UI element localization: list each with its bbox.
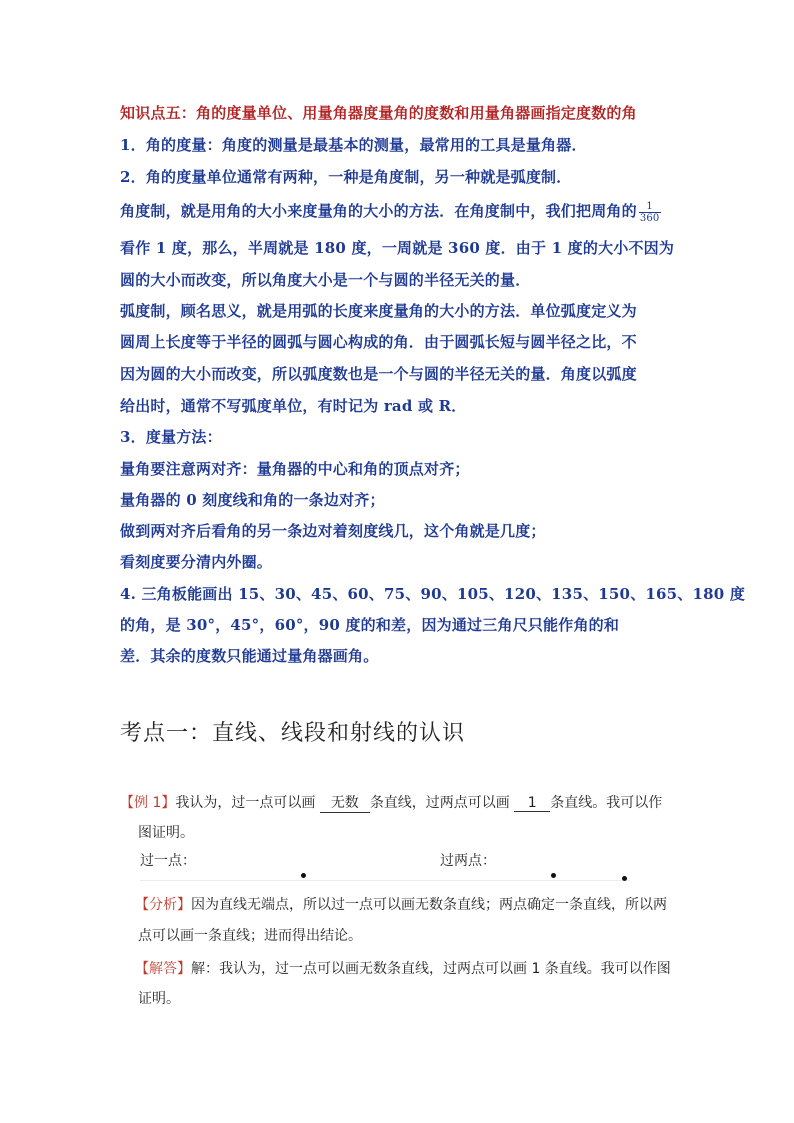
analysis-text: 因为直线无端点，所以过一点可以画无数条直线；两点确定一条直线，所以两 <box>191 897 667 913</box>
fraction <box>639 201 661 224</box>
analysis-line <box>135 894 705 914</box>
answer-text: 解：我认为，过一点可以画无数条直线，过两点可以画 1 条直线。我可以作图 <box>191 961 671 977</box>
answer-line <box>135 958 705 978</box>
paragraph-line: 量角要注意两对齐：量角器的中心和角的顶点对齐； <box>120 460 470 478</box>
paragraph-line: 差．其余的度数只能通过量角器画角。 <box>120 647 379 665</box>
figure-faint-line <box>140 880 630 881</box>
paragraph-line: 1．角的度量：角度的测量是最基本的测量，最常用的工具是量角器． <box>120 136 587 154</box>
paragraph-line <box>120 200 680 224</box>
point-dot <box>622 876 627 881</box>
question-text: 我认为，过一点可以画 <box>175 795 316 811</box>
paragraph-line: 看作 1 度，那么，半周就是 180 度，一周就是 360 度．由于 1 度的大小不因为 <box>120 239 675 257</box>
knowledge-point-title: 知识点五：角的度量单位、用量角器度量角的度数和用量角器画指定度数的角 <box>120 104 637 122</box>
paragraph-text: 角度制，就是用角的大小来度量角的大小的方法．在角度制中，我们把周角的 <box>120 202 637 220</box>
section-heading: 考点一：直线、线段和射线的认识 <box>120 721 466 746</box>
paragraph-line: 弧度制，顾名思义，就是用弧的长度来度量角的大小的方法．单位弧度定义为 <box>120 302 637 320</box>
point-dot <box>301 873 306 878</box>
figure-label-two-points: 过两点： <box>440 853 496 869</box>
paragraph-line: 3．度量方法： <box>120 428 222 446</box>
paragraph-line: 圆的大小而改变，所以角度大小是一个与圆的半径无关的量． <box>120 271 531 289</box>
answer-blank: 1 <box>514 795 550 812</box>
answer-blank: 无数 <box>320 792 370 813</box>
paragraph-line: 4. 三角板能画出 15、30、45、60、75、90、105、120、135、150、165、180 度 <box>120 585 746 603</box>
paragraph-line: 量角器的 0 刻度线和角的一条边对齐； <box>120 491 385 509</box>
fraction-numerator: 1 <box>639 201 661 213</box>
example-question-line <box>120 792 690 813</box>
question-text: 条直线，过两点可以画 <box>369 795 510 811</box>
paragraph-line: 给出时，通常不写弧度单位，有时记为 rad 或 R． <box>120 397 467 415</box>
example-tag: 【例 1】 <box>120 795 176 811</box>
example-question-line: 图证明。 <box>138 825 194 841</box>
answer-tag: 【解答】 <box>135 961 191 977</box>
fraction-denominator: 360 <box>639 212 660 224</box>
paragraph-line: 圆周上长度等于半径的圆弧与圆心构成的角．由于圆弧长短与圆半径之比，不 <box>120 333 637 351</box>
question-text: 条直线。我可以作 <box>550 795 663 811</box>
paragraph-line: 的角，是 30°，45°，60°，90 度的和差，因为通过三角尺只能作角的和 <box>120 616 620 634</box>
analysis-tag: 【分析】 <box>135 897 191 913</box>
answer-line: 证明。 <box>138 991 180 1007</box>
point-dot <box>551 873 556 878</box>
paragraph-line: 做到两对齐后看角的另一条边对着刻度线几，这个角就是几度； <box>120 522 546 540</box>
figure-label-one-point: 过一点： <box>140 853 196 869</box>
paragraph-line: 看刻度要分清内外圈。 <box>120 553 273 571</box>
paragraph-line: 2．角的度量单位通常有两种，一种是角度制，另一种就是弧度制． <box>120 168 572 186</box>
paragraph-line: 因为圆的大小而改变，所以弧度数也是一个与圆的半径无关的量．角度以弧度 <box>120 365 637 383</box>
analysis-line: 点可以画一条直线；进而得出结论。 <box>138 928 362 944</box>
